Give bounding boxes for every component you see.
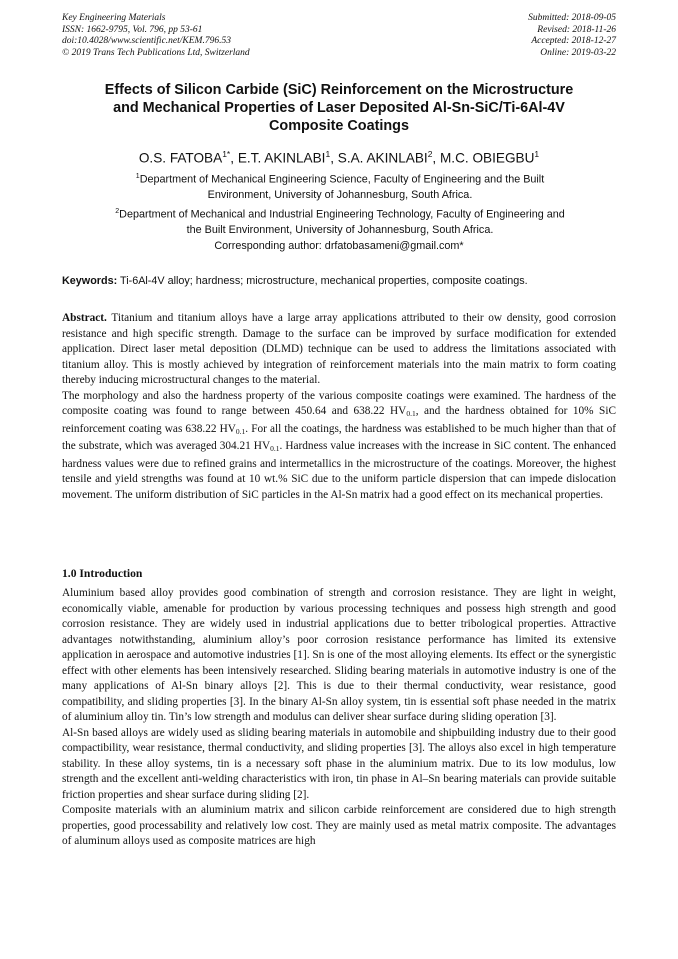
body-paragraph: Aluminium based alloy provides good combination of strength and corrosion resistance. They are light in weight, economically viable, amenable for production by various processing techniques and possess high strength and good corrosion resistance. They are widely used in industrial applications due to better tribological properties. Attractive advantages notwithstanding, aluminium alloy’s poor corrosion resistance performance has limited its extensive application in aerospace and automotive industries [1]. Sn is one of the most alloying elements. Its effect or the synergistic effect with other elements has been intensively researched. Sliding bearing materials in automotive industry is one of the many applications of Al-Sn binary alloys [2]. This is due to their thermal conductivity, wear resistance, good compatibility, and sliding properties [3]. In the binary Al-Sn alloy system, tin is essential soft phase needed in the matrix of aluminium alloy tin. Tin’s low strength and modulus can deliver shear surface during sliding operation [3]. bbox=[62, 587, 616, 723]
abstract-label: Abstract. bbox=[62, 312, 107, 324]
paper-title bbox=[62, 81, 616, 135]
affiliation-mark: 1 bbox=[135, 173, 140, 180]
affiliation-mark: 2 bbox=[115, 208, 120, 215]
introduction-body bbox=[62, 586, 616, 850]
abstract-text: , and the hardness obtained for 10% SiC reinforcement coating was 638.22 HV bbox=[62, 405, 616, 435]
abstract-text: . For all the coatings, the hardness was established to be much higher than that of the substrate, which was averaged 304.21 HV bbox=[62, 422, 617, 452]
journal-copyright: © 2019 Trans Tech Publications Ltd, Switzerland bbox=[62, 47, 250, 58]
date-accepted: Accepted: 2018-12-27 bbox=[531, 36, 616, 47]
journal-issn: ISSN: 1662-9795, Vol. 796, pp 53-61 bbox=[62, 24, 203, 35]
affiliation-text: Environment, University of Johannesburg, South Africa. bbox=[207, 188, 473, 201]
keywords-text: Ti-6Al-4V alloy; hardness; microstructure, mechanical properties, composite coatings. bbox=[117, 275, 528, 287]
date-online: Online: 2019-03-22 bbox=[540, 47, 616, 58]
author-name: M.C. OBIEGBU bbox=[439, 150, 535, 166]
abstract-paragraph bbox=[62, 389, 616, 504]
section-heading: 1.0 Introduction bbox=[62, 567, 143, 580]
author-affiliation-mark: 1 bbox=[534, 149, 540, 159]
author-affiliation-mark: 1* bbox=[222, 149, 231, 159]
affiliation-text: the Built Environment, University of Johannesburg, South Africa. bbox=[186, 223, 494, 236]
journal-doi: doi:10.4028/www.scientific.net/KEM.796.53 bbox=[62, 36, 231, 47]
hv-subscript: 0.1 bbox=[270, 444, 280, 453]
keywords bbox=[62, 274, 616, 289]
title-line: Effects of Silicon Carbide (SiC) Reinforcement on the Microstructure bbox=[104, 82, 574, 98]
author-name: E.T. AKINLABI bbox=[237, 150, 326, 166]
affiliation-text: Department of Mechanical and Industrial Engineering Technology, Faculty of Engineering and bbox=[119, 208, 565, 221]
author-name: S.A. AKINLABI bbox=[337, 150, 428, 166]
body-paragraph: Al-Sn based alloys are widely used as sliding bearing materials in automobile and shipbuilding industry due to their good compactibility, wear resistance, thermal conductivity, and sliding properties [3]. The alloys also excel in high temperature stability. In these alloy systems, tin is a necessary soft phase in the aluminium matrix. Due to its low modulus, low strength and the excellent anti-welding characteristics with iron, tin phase in Al–Sn bearing materials can provide suitable friction properties and shear surface during sliding [2]. bbox=[62, 726, 616, 801]
journal-name: Key Engineering Materials bbox=[62, 13, 166, 23]
date-revised: Revised: 2018-11-26 bbox=[537, 24, 616, 35]
abstract-text: . Hardness value increases with the increase in SiC content. The enhanced hardness values were due to refined grains and intermetallics in the microstructure of the coatings. Moreover, the highest tensile and yield strengths was found at 10 wt.% SiC due to the uniform particle dispersion that can impede dislocation movement. The uniform distribution of SiC particles in the Al-Sn matrix had a good effect on its mechanical properties. bbox=[62, 440, 616, 501]
author-affiliation-mark: 2 bbox=[427, 149, 433, 159]
author-list: O.S. $FATOBA^{1*}$, E.T. AKINLABI$^1$, S.A. AKINLABI$^2$, M.C. OBIEGBU$^1$ bbox=[138, 149, 540, 166]
author-affiliation-mark: 1 bbox=[325, 149, 331, 159]
body-paragraph: Composite materials with an aluminium matrix and silicon carbide reinforcement are considered due to high strength properties, good processability and relatively low cost. They are mainly used as metal matrix composite. The advantages of aluminum alloys used as composite matrices are high bbox=[62, 804, 616, 847]
affiliation-2 bbox=[80, 204, 600, 238]
hv-subscript: 0.1 bbox=[406, 409, 416, 418]
author-name: O.S. FATOBA bbox=[138, 150, 223, 166]
hv-subscript: 0.1 bbox=[235, 426, 246, 436]
abstract-paragraph bbox=[62, 311, 616, 389]
date-submitted: Submitted: 2018-09-05 bbox=[528, 13, 616, 23]
abstract bbox=[62, 311, 616, 503]
publication-dates bbox=[528, 13, 616, 59]
title-line: and Mechanical Properties of Laser Deposited Al-Sn-SiC/Ti-6Al-4V bbox=[113, 100, 565, 116]
affiliation-1 bbox=[100, 169, 580, 203]
abstract-text: Titanium and titanium alloys have a large array applications attributed to their ow density, good corrosion resistance and high specific strength. Damage to the surface can be improved by surface modification for extended application. Direct laser metal deposition (DLMD) technique can be used to address the limitations associated with titanium alloy. This is mostly achieved by integration of reinforcement materials into the main matrix to form coating thereby inducing microstructural changes to the material. bbox=[62, 312, 616, 386]
affiliation-text: Department of Mechanical Engineering Science, Faculty of Engineering and the Built bbox=[139, 173, 545, 186]
abstract-text: The morphology and also the hardness property of the various composite coatings were examined. The hardness of the composite coating was found to range between 450.64 and 638.22 HV bbox=[62, 389, 616, 417]
journal-info bbox=[62, 13, 250, 59]
title-line: Composite Coatings bbox=[269, 118, 409, 134]
keywords-label: Keywords: bbox=[62, 275, 118, 287]
corresponding-author: Corresponding author: drfatobasameni@gmail.com* bbox=[214, 240, 464, 252]
